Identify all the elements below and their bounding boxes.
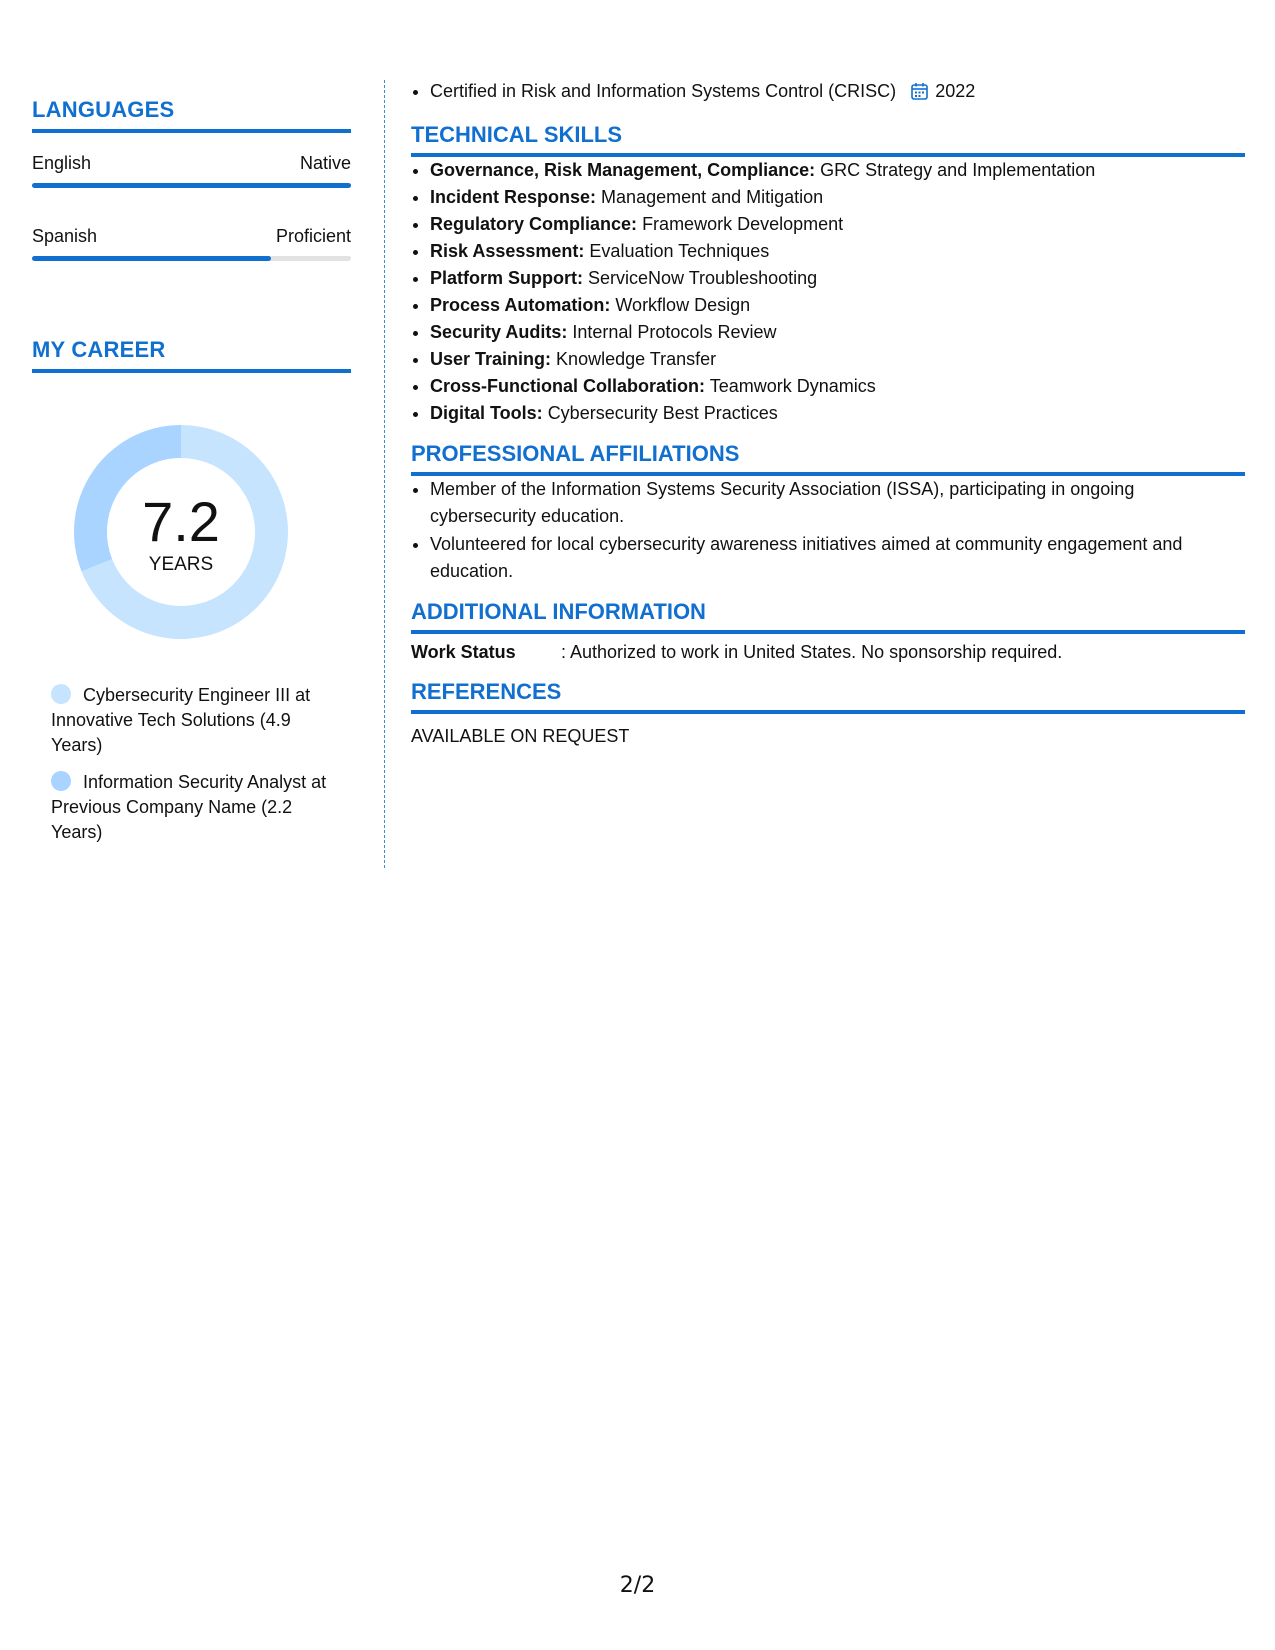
language-spanish [32,226,351,261]
skill-item [430,292,1245,319]
skill-label: Digital Tools: [430,403,543,423]
left-column [32,70,351,857]
skill-value: GRC Strategy and Implementation [820,160,1096,180]
calendar-icon [911,81,928,108]
skill-item [430,373,1245,400]
legend-dot [51,684,71,704]
language-english [32,153,351,188]
column-divider [384,80,385,868]
career-title: MY CAREER [32,337,351,373]
legend-label: Information Security Analyst at Previous Company Name (2.2 Years) [51,772,327,842]
skill-item [430,157,1245,184]
career-years-unit: YEARS [148,554,214,575]
skill-value: ServiceNow Troubleshooting [588,268,818,288]
legend-label: Cybersecurity Engineer III at Innovative Tech Solutions (4.9 Years) [51,685,311,755]
work-status-label: Work Status [411,642,516,662]
additional-info-title: ADDITIONAL INFORMATION [411,599,1245,634]
language-name: English [32,153,92,173]
language-level: Proficient [275,226,351,246]
skill-value: Evaluation Techniques [589,241,770,261]
language-bar [32,183,351,188]
skill-item [430,400,1245,427]
affiliations-list [411,476,1245,585]
skill-item [430,184,1245,211]
skill-item [430,346,1245,373]
references-title: REFERENCES [411,679,1245,714]
skill-value: Internal Protocols Review [572,322,777,342]
skill-label: User Training: [430,349,552,369]
language-level: Native [299,153,351,173]
skill-value: Workflow Design [615,295,751,315]
technical-skills-list [411,157,1245,427]
work-status-value: : Authorized to work in United States. No sponsorship required. [561,642,1063,662]
skill-value: Knowledge Transfer [556,349,717,369]
technical-skills-title: TECHNICAL SKILLS [411,122,1245,157]
certification-item [430,78,1245,108]
career-donut-chart [66,417,296,647]
language-bar-fill [32,183,351,188]
skill-label: Security Audits: [430,322,568,342]
skill-value: Framework Development [642,214,844,234]
page-number: 2/2 [619,1573,656,1598]
languages-title: LANGUAGES [32,97,351,133]
career-total-years: 7.2 [142,490,220,553]
affiliations-title: PROFESSIONAL AFFILIATIONS [411,441,1245,476]
certification-text: Certified in Risk and Information Systems Control (CRISC) [430,81,897,101]
legend-item [51,683,331,758]
skill-label: Governance, Risk Management, Compliance: [430,160,816,180]
skill-item [430,319,1245,346]
skill-item [430,265,1245,292]
career-legend [51,683,331,845]
legend-item [51,770,331,845]
skill-label: Platform Support: [430,268,583,288]
skill-item [430,211,1245,238]
certification-year: 2022 [935,81,976,101]
skill-label: Incident Response: [430,187,597,207]
skill-value: Management and Mitigation [601,187,824,207]
skill-label: Risk Assessment: [430,241,585,261]
skill-value: Teamwork Dynamics [709,376,876,396]
references-text: AVAILABLE ON REQUEST [411,726,630,746]
work-status-row [411,642,1245,663]
skill-item [430,238,1245,265]
affiliation-item: • Member of the Information Systems Security Association (ISSA), participating in ongoing cybersecurity education. [430,476,1245,530]
language-name: Spanish [32,226,98,246]
donut-center [66,417,296,647]
language-bar-fill [32,256,271,261]
certification-list [411,78,1245,108]
skill-label: Process Automation: [430,295,611,315]
right-column [411,78,1245,747]
legend-dot [51,771,71,791]
language-bar [32,256,351,261]
skill-label: Cross-Functional Collaboration: [430,376,706,396]
affiliation-item: • Volunteered for local cybersecurity awareness initiatives aimed at community engagement and education. [430,531,1245,585]
skill-label: Regulatory Compliance: [430,214,638,234]
skill-value: Cybersecurity Best Practices [547,403,778,423]
